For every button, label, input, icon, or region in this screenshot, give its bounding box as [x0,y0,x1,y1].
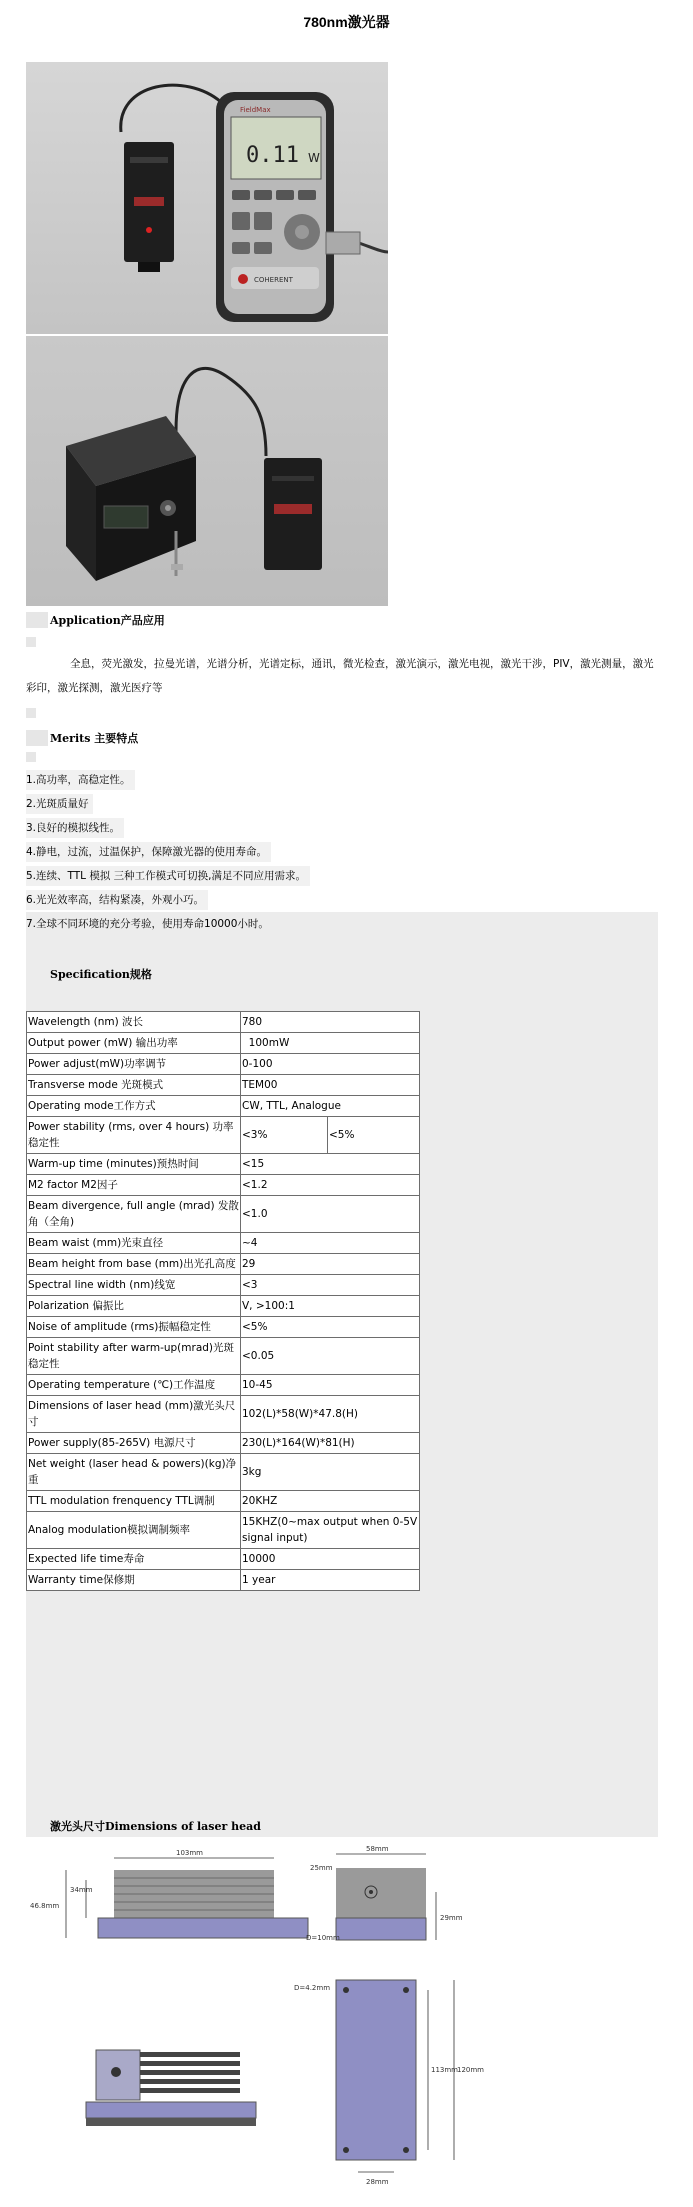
spec-param: Transverse mode 光斑模式 [27,1075,241,1096]
spec-param: Dimensions of laser head (mm)激光头尺寸 [27,1396,241,1433]
spec-value-2: <5% [328,1117,420,1154]
spec-value: 20KHZ [241,1491,420,1512]
page-title: 780nm激光器 [303,14,390,30]
dim-inner-height-label: 34mm [70,1886,93,1894]
spec-param: Warranty time保修期 [27,1570,241,1591]
merit-item: 3.良好的模拟线性。 [26,818,124,838]
spec-value: V, >100:1 [241,1296,420,1317]
dimension-drawing [26,1840,496,2190]
merit-item: 6.光光效率高，结构紧凑，外观小巧。 [26,890,208,910]
spec-param: Operating temperature (℃)工作温度 [27,1375,241,1396]
table-row [27,1570,420,1591]
dim-length-label: 103mm [176,1849,203,1857]
spec-param: Beam divergence, full angle (mrad) 发散角（全角) [27,1196,241,1233]
dim-120-label: 120mm [457,2066,484,2074]
spec-param: Power adjust(mW)功率调节 [27,1054,241,1075]
meter-brand-text: FieldMax [240,106,271,114]
table-row [27,1233,420,1254]
spec-value: <1.2 [241,1175,420,1196]
spacer-bar [26,708,36,718]
spec-param: Power supply(85-265V) 电源尺寸 [27,1433,241,1454]
spec-heading: Specification规格 [50,968,152,981]
table-row [27,1075,420,1096]
spec-value: 102(L)*58(W)*47.8(H) [241,1396,420,1433]
spec-value: TEM00 [241,1075,420,1096]
table-row [27,1254,420,1275]
meter-unit: W [308,151,320,165]
dim-width-label: 58mm [366,1845,389,1853]
spec-value: 10-45 [241,1375,420,1396]
spacer-bar [26,752,36,762]
base-plate-top [336,1980,416,2160]
dim-offset-label: 25mm [310,1864,333,1872]
spec-param: Warm-up time (minutes)预热时间 [27,1154,241,1175]
spec-param: Beam height from base (mm)出光孔高度 [27,1254,241,1275]
table-row [27,1491,420,1512]
spec-param: Polarization 偏振比 [27,1296,241,1317]
spec-param: Wavelength (nm) 波长 [27,1012,241,1033]
spacer-bar [26,637,36,647]
spec-param: Net weight (laser head & powers)(kg)净重 [27,1454,241,1491]
spec-value: 15KHZ(0~max output when 0-5V signal input) [241,1512,420,1549]
spec-param: Point stability after warm-up(mrad)光斑稳定性 [27,1338,241,1375]
spec-value: <3% [241,1117,328,1154]
spec-value: 1 year [241,1570,420,1591]
meter-reading: 0.11 [246,143,299,168]
table-row [27,1054,420,1075]
spec-value: 230(L)*164(W)*81(H) [241,1433,420,1454]
spec-value: <1.0 [241,1196,420,1233]
table-row [27,1375,420,1396]
spec-value: <3 [241,1275,420,1296]
table-row [27,1117,420,1154]
merit-item: 1.高功率，高稳定性。 [26,770,135,790]
meter-logo-text: COHERENT [254,276,293,284]
spec-value: 0-100 [241,1054,420,1075]
spec-table [26,1011,420,1591]
dim-beam-height-label: 29mm [440,1914,463,1922]
merit-item: 5.连续、TTL 模拟 三种工作模式可切换,满足不同应用需求。 [26,866,310,886]
spec-param: Spectral line width (nm)线宽 [27,1275,241,1296]
spec-param: Operating mode工作方式 [27,1096,241,1117]
spec-param: M2 factor M2因子 [27,1175,241,1196]
spec-value: 10000 [241,1549,420,1570]
table-row [27,1275,420,1296]
photo-meter-illustration [26,62,388,334]
iso-base [86,2102,256,2118]
laser-body-front [336,1918,426,1940]
merit-item: 2.光斑质量好 [26,794,93,814]
table-row [27,1338,420,1375]
spec-param: Analog modulation模拟调制频率 [27,1512,241,1549]
application-heading: Application产品应用 [26,612,165,628]
spec-value: 100mW [241,1033,420,1054]
table-row [27,1549,420,1570]
photo-supply-illustration [26,336,388,606]
dim-bottom-label: 28mm [366,2178,389,2186]
table-row [27,1154,420,1175]
spec-param: Power stability (rms, over 4 hours) 功率稳定性 [27,1117,241,1154]
table-row [27,1196,420,1233]
table-row [27,1033,420,1054]
spec-param: TTL modulation frenquency TTL调制 [27,1491,241,1512]
dimensions-heading: 激光头尺寸Dimensions of laser head [50,1820,261,1833]
spec-param: Expected life time寿命 [27,1549,241,1570]
dim-hole-label: D=4.2mm [294,1984,331,1992]
spec-value: 3kg [241,1454,420,1491]
spec-param: Beam waist (mm)光束直径 [27,1233,241,1254]
merits-heading: Merits 主要特点 [26,730,138,746]
spec-value: <15 [241,1154,420,1175]
table-row [27,1296,420,1317]
dim-113-label: 113mm [431,2066,458,2074]
table-row [27,1433,420,1454]
spec-param: Noise of amplitude (rms)振幅稳定性 [27,1317,241,1338]
table-row [27,1317,420,1338]
table-row [27,1096,420,1117]
product-photo-meter [26,62,388,334]
dimension-drawing-svg [26,1840,496,2190]
table-row [27,1175,420,1196]
application-text: 全息，荧光激发，拉曼光谱，光谱分析，光谱定标，通讯，微光检查，激光演示，激光电视，激光干涉，PIV，激光测量，激光彩印，激光探测，激光医疗等 [26,658,654,694]
spec-value: CW, TTL, Analogue [241,1096,420,1117]
laser-body-side [98,1918,308,1938]
table-row [27,1396,420,1433]
merit-item: 4.静电，过流，过温保护，保障激光器的使用寿命。 [26,842,271,862]
spec-value: <5% [241,1317,420,1338]
spec-value: ~4 [241,1233,420,1254]
product-photo-supply [26,336,388,606]
dim-height-label: 46.8mm [30,1902,60,1910]
table-row [27,1012,420,1033]
table-row [27,1512,420,1549]
spec-value: <0.05 [241,1338,420,1375]
spec-value: 780 [241,1012,420,1033]
merit-item: 7.全球不同环境的充分考验，使用寿命10000小时。 [26,918,269,930]
spec-param: Output power (mW) 输出功率 [27,1033,241,1054]
table-row [27,1454,420,1491]
spec-value: 29 [241,1254,420,1275]
dim-aperture-label: D=10mm [306,1934,340,1942]
